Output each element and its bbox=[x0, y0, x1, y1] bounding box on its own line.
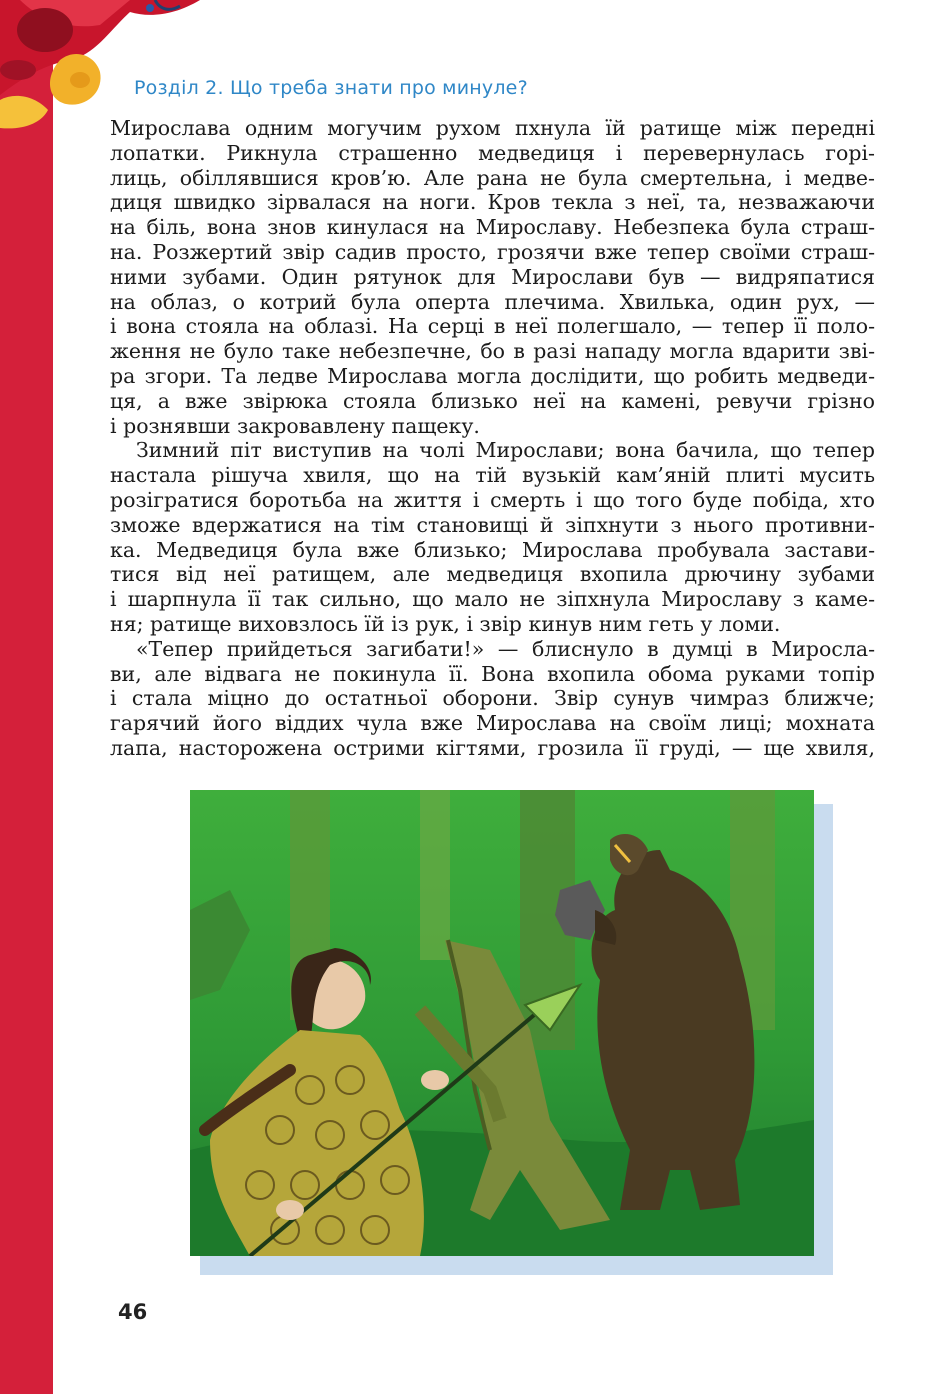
page-number: 46 bbox=[118, 1300, 148, 1324]
text-line: ка. Медведиця була вже близько; Мирослава пробувала застави- bbox=[110, 537, 875, 562]
text-line: ви, але відвага не покинула її. Вона вхопила обома руками топір bbox=[110, 661, 875, 686]
text-line: лопатки. Рикнула страшенно медведиця і перевернулась горі- bbox=[110, 140, 875, 165]
text-line: і стала міцно до остатньої оборони. Звір сунув чимраз ближче; bbox=[110, 686, 875, 711]
text-line: розігратися боротьба на життя і смерть і що того буде побіда, хто bbox=[110, 487, 875, 512]
text-line: лапа, насторожена острими кігтями, грозила її груді, — ще хвиля, bbox=[110, 735, 875, 760]
text-line: Зимний піт виступив на чолі Мирослави; вона бачила, що тепер bbox=[136, 438, 875, 463]
text-line: на. Розжертий звір садив просто, грозячи вже тепер своїми страш- bbox=[110, 239, 875, 264]
text-line: ними зубами. Один рятунок для Мирослави був — видряпатися bbox=[110, 264, 875, 289]
illustration-woman-and-bear bbox=[190, 790, 814, 1256]
text-line: Мирослава одним могучим рухом пхнула їй ратище між передні bbox=[110, 116, 875, 140]
text-line: гарячий його віддих чула вже Мирослава на своїм лиці; мохната bbox=[110, 711, 875, 736]
text-line: настала рішуча хвиля, що на тій вузькій кам’яній плиті мусить bbox=[110, 463, 875, 488]
text-line: «Тепер прийдеться загибати!» — блиснуло в думці в Миросла- bbox=[136, 636, 875, 661]
paragraph-3 bbox=[110, 637, 875, 761]
text-line: зможе вдержатися на тім становищі й зіпхнути з нього противни- bbox=[110, 512, 875, 537]
text-line: на облаз, о котрий була оперта плечима. Хвилька, один рух, — bbox=[110, 289, 875, 314]
text-line: ня; ратище виховзлось їй із рук, і звір кинув ним геть у ломи. bbox=[110, 611, 781, 636]
corner-decoration bbox=[0, 0, 200, 135]
section-title: Розділ 2. Що треба знати про минуле? bbox=[134, 77, 528, 99]
text-line: і рознявши закровавлену пащеку. bbox=[110, 413, 480, 438]
body-text bbox=[110, 116, 875, 761]
text-line: ця, а вже звірюка стояла близько неї на камені, ревучи грізно bbox=[110, 388, 875, 413]
text-line: ра згори. Та ледве Мирослава могла дослідити, що робить медведи- bbox=[110, 363, 875, 388]
text-line: ження не було таке небезпечне, бо в разі нападу могла вдарити зві- bbox=[110, 339, 875, 364]
text-line: і вона стояла на облазі. На серці в неї полегшало, — тепер її поло- bbox=[110, 314, 875, 339]
text-line: і шарпнула її так сильно, що мало не зіпхнула Мирославу з каме- bbox=[110, 587, 875, 612]
text-line: диця швидко зірвалася на ноги. Кров текла з неї, та, незважаючи bbox=[110, 190, 875, 215]
text-line: тися від неї ратищем, але медведиця вхопила дрючину зубами bbox=[110, 562, 875, 587]
side-color-strip bbox=[0, 0, 53, 1394]
paragraph-2 bbox=[110, 438, 875, 636]
text-line: лиць, обіллявшися кров’ю. Але рана не була смертельна, і медве- bbox=[110, 165, 875, 190]
text-line: на біль, вона знов кинулася на Мирославу. Небезпека була страш- bbox=[110, 215, 875, 240]
paragraph-1 bbox=[110, 116, 875, 438]
